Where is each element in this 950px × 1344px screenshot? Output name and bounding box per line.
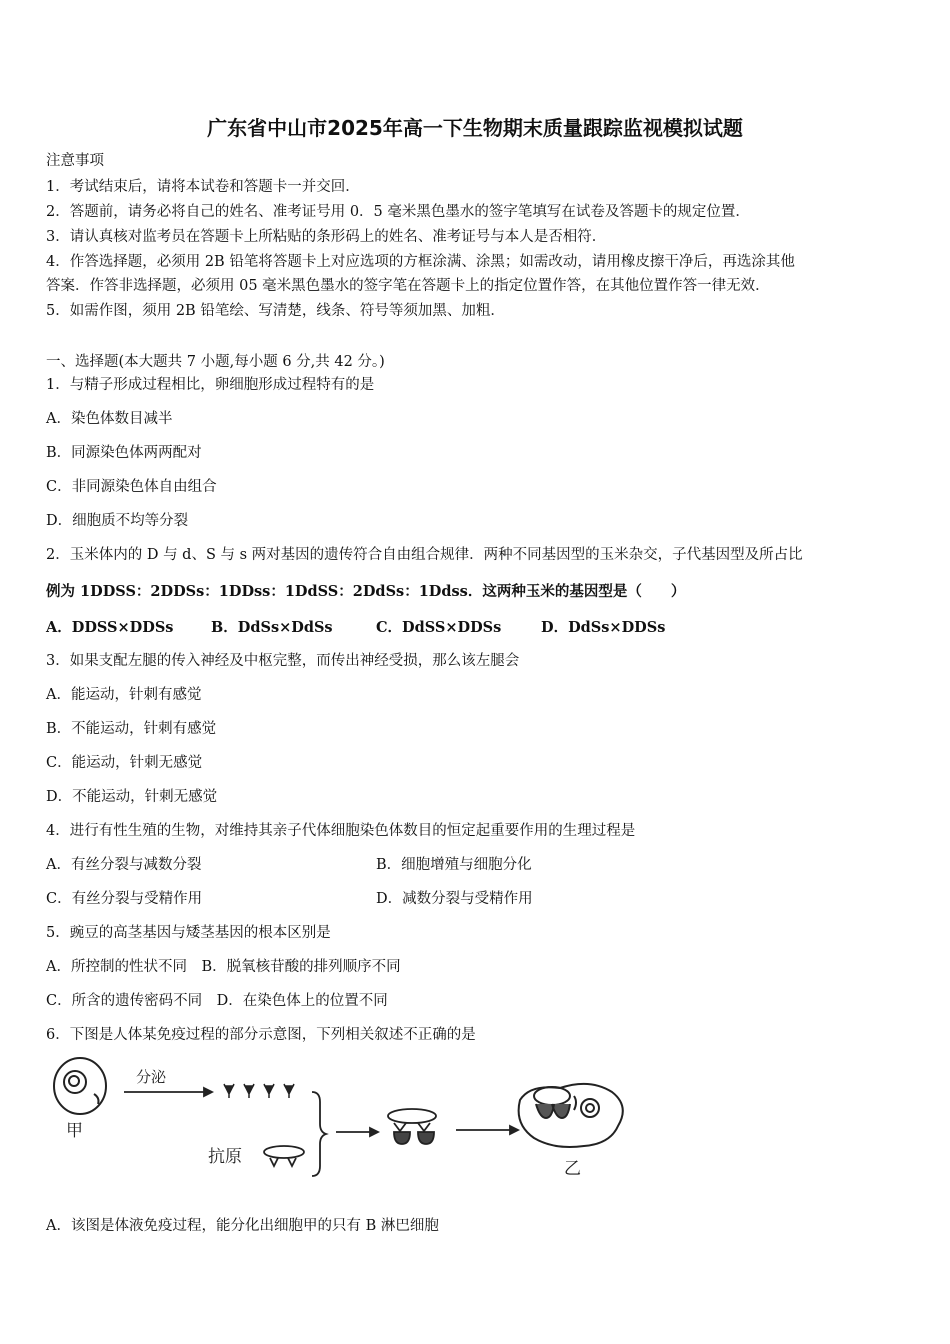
cell-jia-icon xyxy=(54,1058,106,1114)
question-3-option-a: A．能运动，针刺有感觉 xyxy=(46,687,202,703)
question-3-stem: 3．如果支配左腿的传入神经及中枢完整，而传出神经受损，那么该左腿会 xyxy=(46,653,520,669)
question-2-option-c: C．DdSS×DDSs xyxy=(376,619,502,636)
antigen-antibody-complex-icon xyxy=(388,1109,436,1144)
arrow-icon xyxy=(124,1088,212,1096)
label-kangyuan: 抗原 xyxy=(208,1147,242,1167)
section-heading: 一、选择题(本大题共 7 小题,每小题 6 分,共 42 分。) xyxy=(46,354,385,370)
question-1-option-b: B．同源染色体两两配对 xyxy=(46,445,202,461)
label-jia: 甲 xyxy=(66,1121,83,1141)
question-5-options-ab: A．所控制的性状不同 B．脱氧核苷酸的排列顺序不同 xyxy=(46,959,401,975)
question-3-option-d: D．不能运动，针刺无感觉 xyxy=(46,789,218,805)
notice-item: 1．考试结束后，请将本试卷和答题卡一并交回． xyxy=(46,179,360,195)
cell-yi-icon xyxy=(519,1084,623,1147)
question-2-option-a: A．DDSS×DDSs xyxy=(46,619,174,636)
question-2-stem-line2: 例为 1DDSS：2DDSs：1DDss：1DdSS：2DdSs：1Ddss．这两种玉米的基因型是（ ） xyxy=(46,583,686,600)
antibody-icon xyxy=(224,1084,294,1098)
question-4-option-b: B．细胞增殖与细胞分化 xyxy=(376,857,532,873)
notice-item: 2．答题前，请务必将自己的姓名、准考证号用 0．5 毫米黑色墨水的签字笔填写在试卷及答题卡的规定位置． xyxy=(46,204,750,220)
notice-item: 3．请认真核对监考员在答题卡上所粘贴的条形码上的姓名、准考证号与本人是否相符． xyxy=(46,229,607,245)
question-4-option-c: C．有丝分裂与受精作用 xyxy=(46,891,203,907)
question-1-option-c: C．非同源染色体自由组合 xyxy=(46,479,217,495)
question-3-option-b: B．不能运动，针刺有感觉 xyxy=(46,721,217,737)
label-yi: 乙 xyxy=(564,1159,581,1179)
question-5-options-cd: C．所含的遗传密码不同 D．在染色体上的位置不同 xyxy=(46,993,388,1009)
question-4-stem: 4．进行有性生殖的生物，对维持其亲子代体细胞染色体数目的恒定起重要作用的生理过程是 xyxy=(46,823,636,839)
question-2-option-d: D．DdSs×DDSs xyxy=(541,619,666,636)
question-5-stem: 5．豌豆的高茎基因与矮茎基因的根本区别是 xyxy=(46,925,331,941)
question-4-option-d: D．减数分裂与受精作用 xyxy=(376,891,533,907)
question-2-option-b: B．DdSs×DdSs xyxy=(211,619,333,636)
question-3-option-c: C．能运动，针刺无感觉 xyxy=(46,755,203,771)
notice-item: 5．如需作图，须用 2B 铅笔绘、写清楚，线条、符号等须加黑、加粗． xyxy=(46,303,505,319)
question-2-stem-line1: 2．玉米体内的 D 与 d、S 与 s 两对基因的遗传符合自由组合规律．两种不同基因型的玉米杂交，子代基因型及所占比 xyxy=(46,547,803,563)
question-6-stem: 6．下图是人体某免疫过程的部分示意图，下列相关叙述不正确的是 xyxy=(46,1027,476,1043)
question-1-option-a: A．染色体数目减半 xyxy=(46,411,173,427)
arrow-icon xyxy=(336,1128,378,1136)
question-4-option-a: A．有丝分裂与减数分裂 xyxy=(46,857,202,873)
brace-icon xyxy=(312,1092,326,1176)
arrow-icon xyxy=(456,1126,518,1134)
page-title: 广东省中山市2025年高一下生物期末质量跟踪监视模拟试题 xyxy=(207,116,743,140)
antigen-icon xyxy=(264,1146,304,1166)
notice-item: 答案．作答非选择题，必须用 05 毫米黑色墨水的签字笔在答题卡上的指定位置作答，在其他位置作答一律无效． xyxy=(46,278,770,294)
question-1-stem: 1．与精子形成过程相比，卵细胞形成过程特有的是 xyxy=(46,377,375,393)
notice-heading: 注意事项 xyxy=(46,153,104,169)
question-6-option-a: A．该图是体液免疫过程，能分化出细胞甲的只有 B 淋巴细胞 xyxy=(46,1218,439,1234)
label-fenmi: 分泌 xyxy=(136,1068,167,1086)
question-1-option-d: D．细胞质不均等分裂 xyxy=(46,513,189,529)
immune-process-diagram xyxy=(44,1050,644,1182)
notice-item: 4．作答选择题，必须用 2B 铅笔将答题卡上对应选项的方框涂满、涂黑；如需改动，请用橡皮擦干净后，再选涂其他 xyxy=(46,254,795,270)
